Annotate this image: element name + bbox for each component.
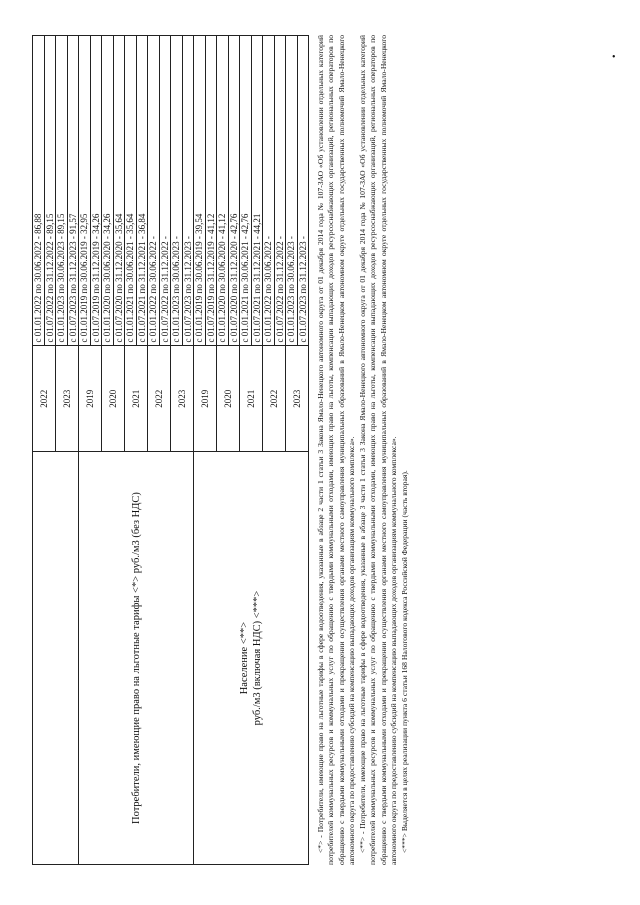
tariff-value-cell: с 01.01.2022 по 30.06.2022 - xyxy=(148,36,160,346)
tariff-value-cell: с 01.07.2020 по 31.12.2020 - 42,76 xyxy=(228,36,240,346)
table-row xyxy=(194,36,206,865)
tariff-value-cell: с 01.07.2022 по 31.12.2022 - 89,15 xyxy=(44,36,56,346)
year-cell: 2022 xyxy=(33,346,56,452)
group-label-line: Население <**> xyxy=(239,621,250,695)
tariff-value-cell: с 01.01.2020 по 30.06.2020 - 41,12 xyxy=(217,36,229,346)
year-cell: 2023 xyxy=(56,346,79,452)
tariff-value-cell: с 01.01.2019 по 30.06.2019 - 39,54 xyxy=(194,36,206,346)
rotated-content xyxy=(32,35,618,865)
year-cell: 2021 xyxy=(125,346,148,452)
tariff-value-cell: с 01.07.2021 по 31.12.2021 - 44,21 xyxy=(251,36,263,346)
tariff-value-cell: с 01.07.2019 по 31.12.2019 - 34,26 xyxy=(90,36,102,346)
table-row xyxy=(33,36,45,865)
year-cell: 2020 xyxy=(102,346,125,452)
tariff-value-cell: с 01.01.2020 по 30.06.2020 - 34,26 xyxy=(102,36,114,346)
year-cell: 2019 xyxy=(194,346,217,452)
table-row xyxy=(79,36,91,865)
year-cell: 2023 xyxy=(286,346,309,452)
group-label-cell xyxy=(194,452,309,865)
group-label-line: руб./м3 (включая НДС) <***> xyxy=(252,590,263,726)
tariff-value-cell: с 01.07.2022 по 31.12.2022 - xyxy=(159,36,171,346)
tariff-value-cell: с 01.07.2023 по 31.12.2023 - xyxy=(182,36,194,346)
tariff-value-cell: с 01.07.2020 по 31.12.2020 - 35,64 xyxy=(113,36,125,346)
year-cell: 2023 xyxy=(171,346,194,452)
footnote-2: <**> - Потребители, имеющие право на льготные тарифы в сфере водоотведения, указанные в абзаце 3 части 1 статьи 3 Закона Ямало-Ненецкого автономного округа от 01 декабря 2014 года № 107-ЗАО «Об установлении отдельных категорий потребителей коммунальных ресурсов и коммунальных услуг по обращению с твердыми коммунальными отходами, имеющих право на льготы, компенсации выпадающих доходов ресурсоснабжающих организаций, региональных операторов по обращению с твердыми коммунальными отходами и прекращении осуществления органами местного самоуправления муниципальных образований в Ямало-Ненецком автономном округе отдельных государственных полномочий Ямало-Ненецкого автономного округа по предоставлению субсидий на компенсацию выпадающих доходов организациям коммунального комплекса». xyxy=(358,35,399,865)
group-label-cell: Потребители, имеющие право на льготные тарифы <*> руб./м3 (без НДС) xyxy=(79,452,194,865)
scan-speck: • xyxy=(612,52,616,63)
continued-group-cell xyxy=(33,452,79,865)
footnote-3: <***> Выделяется в целях реализации пункта 6 статьи 168 Налогового кодекса Российской Федерации (часть вторая). xyxy=(400,470,410,853)
tariff-value-cell: с 01.01.2022 по 30.06.2022 - xyxy=(263,36,275,346)
footnote-1: <*> - Потребители, имеющие право на льготные тарифы в сфере водоотведения, указанные в абзаце 2 части 1 статьи 3 Закона Ямало-Ненецкого автономного округа от 01 декабря 2014 года № 107-ЗАО «Об установлении отдельных категорий потребителей коммунальных ресурсов и коммунальных услуг по обращению с твердыми коммунальными отходами, имеющих право на льготы, компенсации выпадающих доходов ресурсоснабжающих организаций, региональных операторов по обращению с твердыми коммунальными отходами и прекращении осуществления органами местного самоуправления муниципальных образований в Ямало-Ненецком автономном округе отдельных государственных полномочий Ямало-Ненецкого автономного округа по предоставлению субсидий на компенсацию выпадающих доходов организациям коммунального комплекса». xyxy=(316,35,356,865)
tariff-value-cell: с 01.01.2019 по 30.06.2019 - 32,95 xyxy=(79,36,91,346)
tariff-value-cell: с 01.01.2023 по 30.06.2023 - xyxy=(171,36,183,346)
tariff-value-cell: с 01.07.2022 по 31.12.2022 - xyxy=(274,36,286,346)
tariff-value-cell: с 01.01.2022 по 30.06.2022 - 86,88 xyxy=(33,36,45,346)
tariff-value-cell: с 01.01.2023 по 30.06.2023 - xyxy=(286,36,298,346)
tariff-value-cell: с 01.07.2019 по 31.12.2019 - 41,12 xyxy=(205,36,217,346)
tariff-value-cell: с 01.01.2021 по 30.06.2021 - 35,64 xyxy=(125,36,137,346)
tariff-value-cell: с 01.01.2023 по 30.06.2023 - 89,15 xyxy=(56,36,68,346)
year-cell: 2021 xyxy=(240,346,263,452)
footnotes xyxy=(316,35,411,865)
tariff-value-cell: с 01.07.2023 по 31.12.2023 - xyxy=(297,36,309,346)
year-cell: 2022 xyxy=(263,346,286,452)
year-cell: 2019 xyxy=(79,346,102,452)
tariff-table xyxy=(32,35,309,865)
year-cell: 2022 xyxy=(148,346,171,452)
tariff-value-cell: с 01.07.2023 по 31.12.2023 - 91,57 xyxy=(67,36,79,346)
tariff-value-cell: с 01.01.2021 по 30.06.2021 - 42,76 xyxy=(240,36,252,346)
tariff-value-cell: с 01.07.2021 по 31.12.2021 - 36,84 xyxy=(136,36,148,346)
year-cell: 2020 xyxy=(217,346,240,452)
